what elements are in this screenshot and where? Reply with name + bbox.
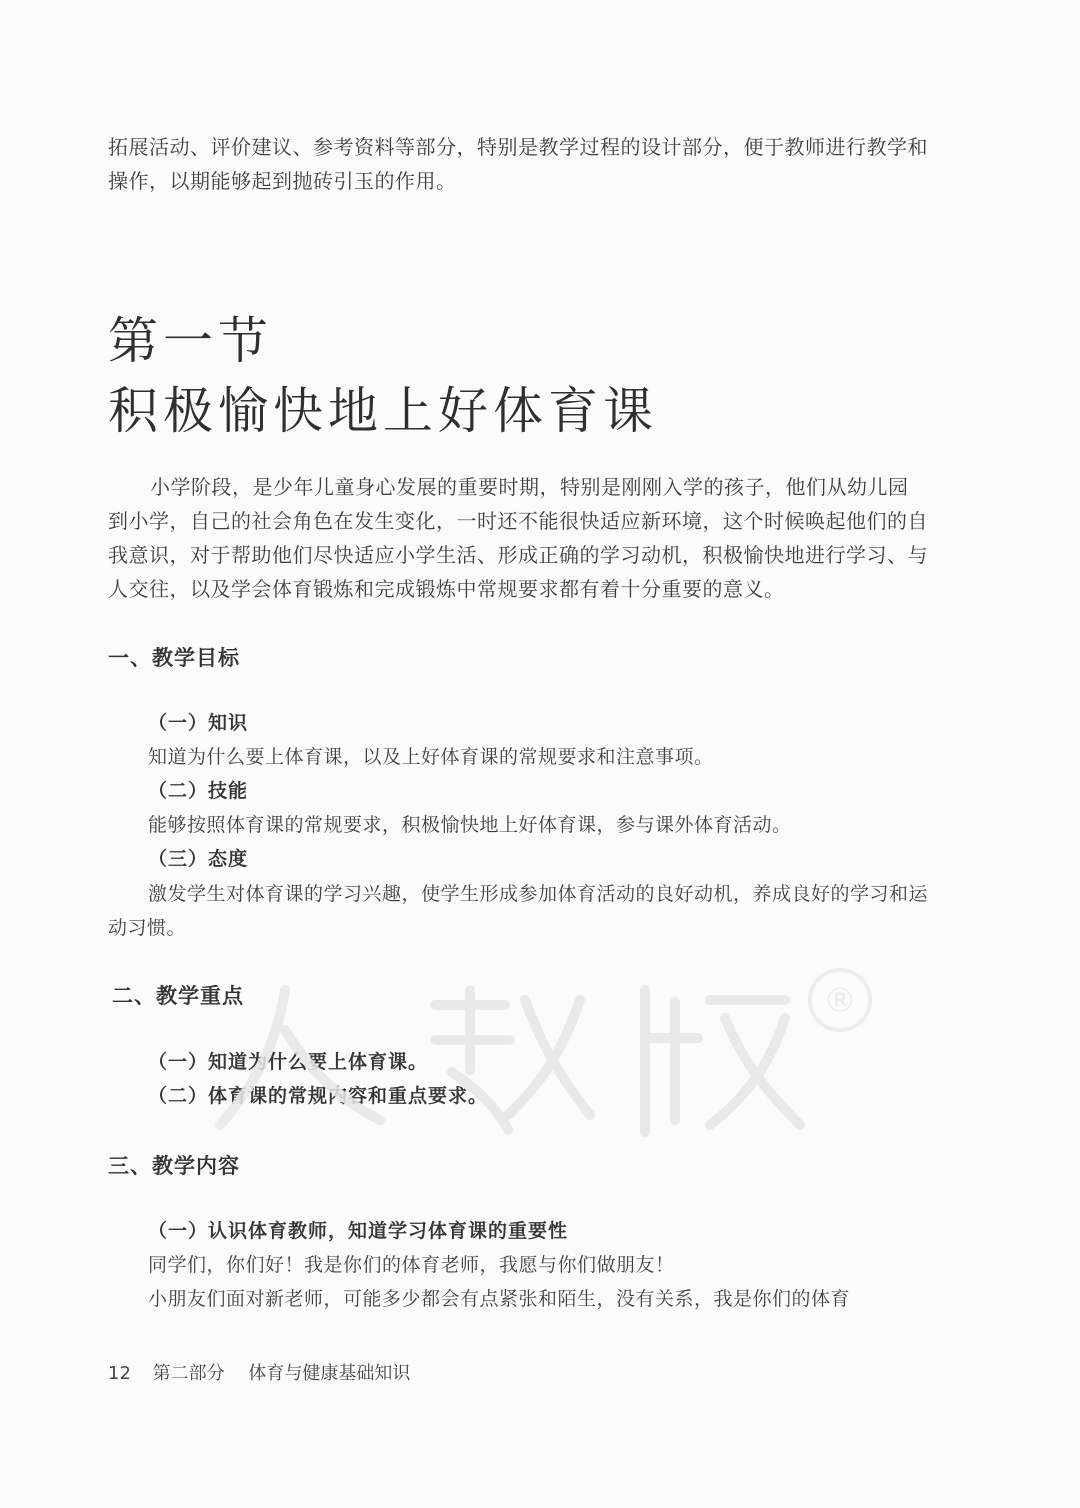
section-title: 积极愉快地上好体育课	[108, 382, 658, 440]
content-heading: 三、教学内容	[108, 1154, 240, 1178]
footer-part: 第二部分	[152, 1363, 225, 1384]
registered-mark	[810, 970, 870, 1030]
intro-paragraph: 小学阶段，是少年儿童身心发展的重要时期，特别是刚刚入学的孩子，他们从幼儿园到小学，自己的社会角色在发生变化，一时还不能很快适应新环境，这个时候唤起他们的自我意识，对于帮助他们尽快适应小学生活、形成正确的学习动机，积极愉快地进行学习、与人交往，以及学会体育锻炼和完成锻炼中常规要求都有着十分重要的意义。	[108, 475, 928, 601]
goal-knowledge-label: （一）知识	[148, 712, 249, 734]
focus-heading: 二、教学重点	[112, 984, 244, 1008]
goal-skill-text: 能够按照体育课的常规要求，积极愉快地上好体育课，参与课外体育活动。	[148, 814, 792, 836]
content-line-2: 小朋友们面对新老师，可能多少都会有点紧张和陌生，没有关系，我是你们的体育	[148, 1288, 851, 1310]
section-number: 第一节	[108, 312, 273, 370]
content-line-1: 同学们，你们好！我是你们的体育老师，我愿与你们做朋友！	[148, 1254, 675, 1276]
focus-item-1: （一）知道为什么要上体育课。	[148, 1051, 429, 1073]
footer-part-title: 体育与健康基础知识	[248, 1363, 411, 1384]
registered-mark-text: ®	[823, 981, 857, 1021]
content-subheading: （一）认识体育教师，知道学习体育课的重要性	[148, 1220, 569, 1242]
goal-attitude-text: 激发学生对体育课的学习兴趣，使学生形成参加体育活动的良好动机，养成良好的学习和运动习惯。	[108, 883, 929, 939]
page-footer	[108, 1360, 410, 1388]
goal-attitude-label: （三）态度	[148, 848, 249, 870]
top-paragraph: 拓展活动、评价建议、参考资料等部分，特别是教学过程的设计部分，便于教师进行教学和操作，以期能够起到抛砖引玉的作用。	[108, 135, 928, 193]
goals-heading: 一、教学目标	[108, 646, 240, 670]
page-number: 12	[108, 1363, 131, 1384]
goal-knowledge-text: 知道为什么要上体育课，以及上好体育课的常规要求和注意事项。	[148, 746, 714, 768]
focus-item-2: （二）体育课的常规内容和重点要求。	[148, 1085, 489, 1107]
goal-skill-label: （二）技能	[148, 780, 249, 802]
